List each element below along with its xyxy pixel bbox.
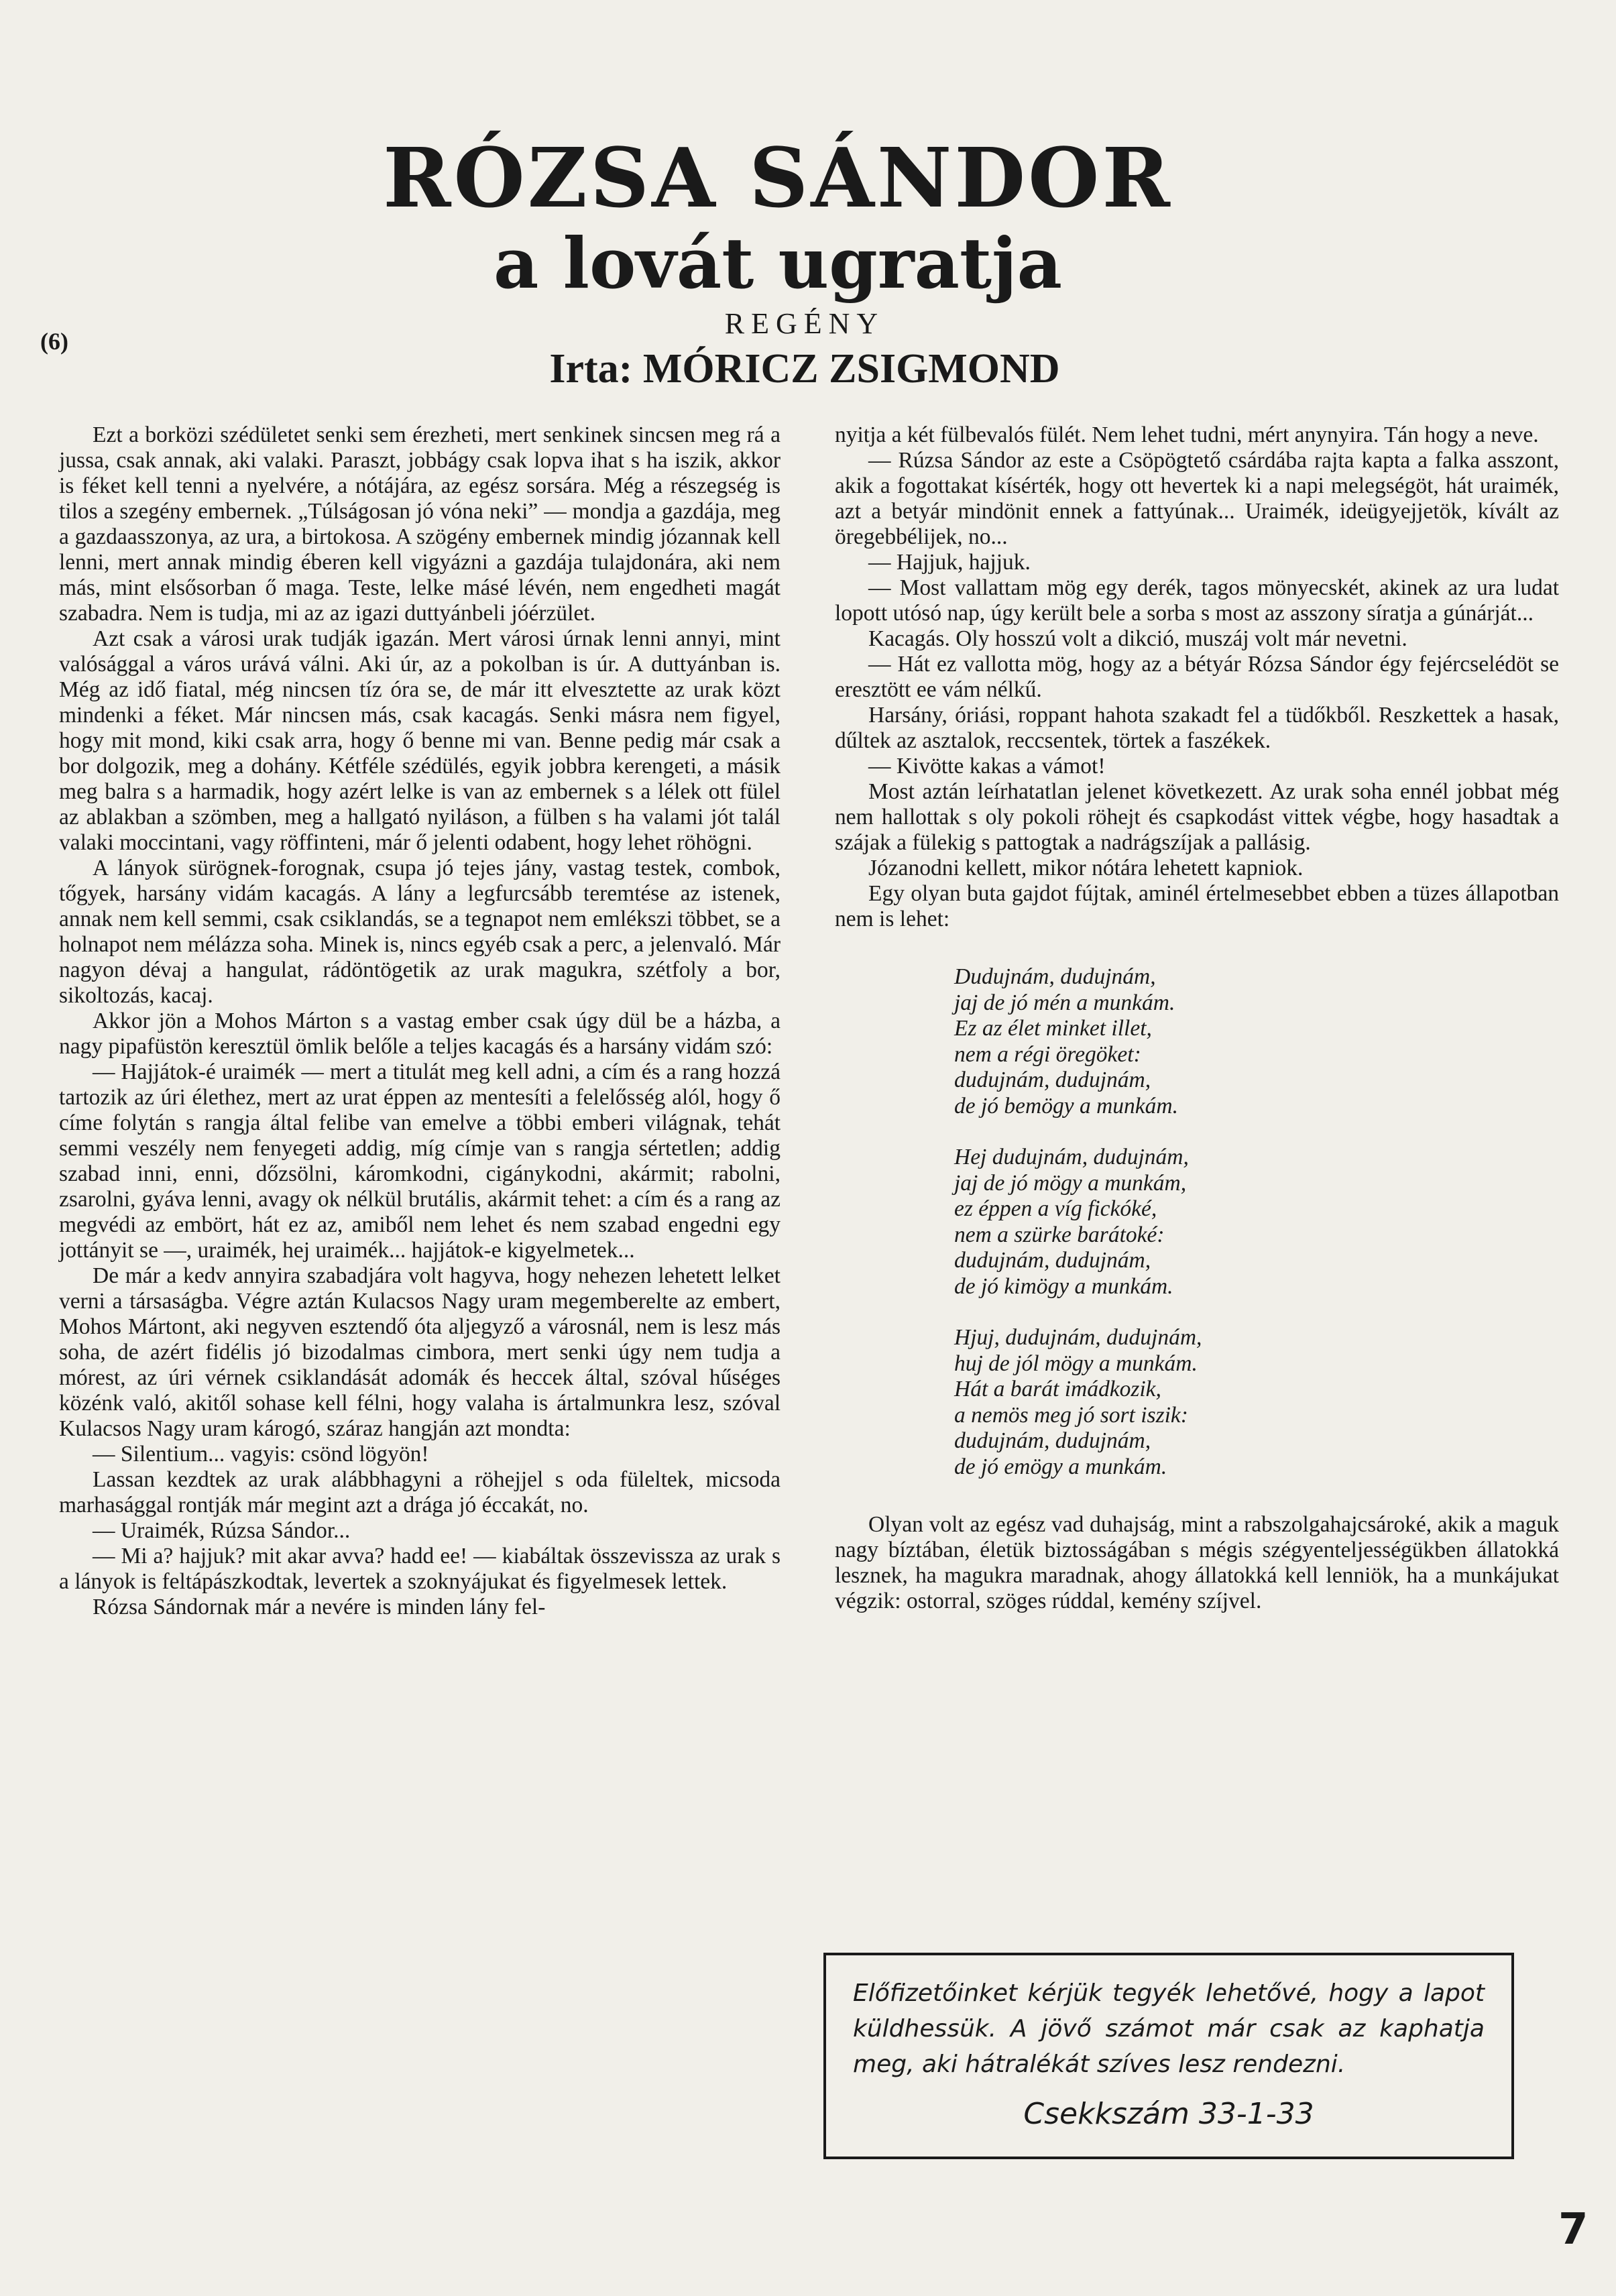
poem-line: nem a régi öregöket:	[954, 1041, 1141, 1067]
notice-text: Előfizetőinket kérjük tegyék lehetővé, hogy a lapot küldhessük. A jövő számot már csak az kaphatja meg, aki hátralékát szíves lesz rendezni.	[853, 1979, 1485, 2078]
poem-line: dudujnám, dudujnám,	[954, 1428, 1151, 1453]
paragraph: Kacagás. Oly hosszú volt a dikció, muszáj volt már nevetni.	[868, 626, 1407, 651]
song-poem	[954, 964, 1559, 1480]
issue-number: (6)	[40, 328, 68, 355]
poem-stanza	[954, 1145, 1559, 1300]
left-column	[59, 422, 781, 1620]
paragraph: Ezt a borközi szédületet senki sem érezheti, mert senkinek sincsen meg rá a jussa, csak annak, aki valaki. Paraszt, jobbágy csak lopva ihat s ha iszik, akkor is féket kell tenni a nyelvére, a nótájára, az egész sorsára. Még a részegség is tilos a szegény embernek. „Túlságosan jó vóna neki” — mondja a gazdája, meg a gazdaasszonya, az ura, a birtokosa. A szögény embernek mindig józannak kell lenni, mert annak mindig éberen kell vigyázni a gazdája tulajdonára, aki nem más, mint elsősorban ő maga. Teste, lelke másé lévén, nem engedheti magát szabadra. Nem is tudja, mi az az igazi duttyánbeli jóérzület.	[59, 422, 781, 626]
paragraph: Lassan kezdtek az urak alábbhagyni a röhejjel s oda füleltek, micsoda marhasággal rontják már megint azt a drága jó éccakát, no.	[59, 1467, 781, 1517]
paragraph: — Most vallattam mög egy derék, tagos mönyecskét, akinek az ura ludat lopott utósó nap, úgy került bele a sorba s most az asszony síratja a gúnárját...	[835, 575, 1559, 626]
paragraph: Józanodni kellett, mikor nótára lehetett kapniok.	[868, 856, 1304, 880]
paragraph: Harsány, óriási, roppant hahota szakadt fel a tüdőkből. Reszkettek a hasak, dűltek az asztalok, reccsentek, törtek a faszékek.	[835, 703, 1559, 753]
poem-line: Hej dudujnám, dudujnám,	[954, 1145, 1189, 1169]
poem-line: dudujnám, dudujnám,	[954, 1068, 1151, 1092]
poem-line: ez éppen a víg fickóké,	[954, 1196, 1157, 1221]
genre-label: REGÉNY	[724, 307, 885, 340]
paragraph: Akkor jön a Mohos Márton s a vastag ember csak úgy dül be a házba, a nagy pipafüstön keresztül ömlik belőle a teljes kacagás és a harsány vidám szó:	[59, 1009, 781, 1059]
paragraph: nyitja a két fülbevalós fülét. Nem lehet tudni, mért anynyira. Tán hogy a neve.	[835, 422, 1539, 447]
author-line: Irta: MÓRICZ ZSIGMOND	[549, 346, 1060, 392]
paragraph: — Rúzsa Sándor az este a Csöpögtető csárdába rajta kapta a falka asszont, akik a fogottakat kísérték, hogy ott hevertek ki a napi melegségöt, hát uraimék, azt a betyár mindönit ennek a fattyúnak... Uraimék, ideügyejjetök, kívált az öregebbélijek, no...	[835, 448, 1559, 549]
page-number: 7	[1558, 2205, 1589, 2254]
poem-line: de jó bemögy a munkám.	[954, 1093, 1178, 1118]
check-number: Csekkszám 33-1-33	[1023, 2097, 1314, 2131]
poem-line: jaj de jó mögy a munkám,	[954, 1170, 1187, 1196]
paragraph: De már a kedv annyira szabadjára volt hagyva, hogy nehezen lehetett lelket verni a társaságba. Végre aztán Kulacsos Nagy uram megemberelte az embert, Mohos Mártont, aki negyven esztendő óta aljegyző a városnál, nem is lesz más soha, de azért fidélis jó bizodalmas cimbora, mert senki úgy nem tudja a mórest, az úri vérnek csiklandását adomák és heccek által, szóval hűséges közénk való, akitől sohase kell félni, hogy valaha is ártalmunkra lesz, szóval Kulacsos Nagy uram károgó, száraz hangján azt mondta:	[59, 1263, 781, 1441]
paragraph: — Silentium... vagyis: csönd lögyön!	[93, 1442, 429, 1467]
paragraph: Olyan volt az egész vad duhajság, mint a rabszolgahajcsároké, akik a maguk nagy bíztában, életük biztosságában s mégis szégyenteljességükben állatokká lesznek, ha magukra maradnak, ahogy állatokká kell lenniök, ha a munkájukat végzik: ostorral, szöges rúddal, kemény szíjvel.	[835, 1512, 1559, 1613]
poem-line: Dudujnám, dudujnám,	[954, 964, 1156, 989]
poem-stanza	[954, 964, 1559, 1119]
poem-line: a nemös meg jó sort iszik:	[954, 1402, 1188, 1428]
poem-line: de jó emögy a munkám.	[954, 1454, 1167, 1479]
paragraph: A lányok sürögnek-forognak, csupa jó tejes jány, vastag testek, combok, tőgyek, harsány vidám kacagás. A lány a legfurcsább teremtése az istenek, annak nem kell semmi, csak csiklandás, se a tegnapot nem emlékszi többet, se a holnapot nem mélázza soha. Minek is, nincs egyéb csak a perc, a jelenvaló. Már nagyon dévaj a hangulat, rádöntögetik az urak magukra, szétfoly a bor, sikoltozás, kacaj.	[59, 856, 781, 1008]
paragraph: Rózsa Sándornak már a nevére is minden lány fel-	[93, 1595, 546, 1619]
paragraph: Egy olyan buta gajdot fújtak, aminél értelmesebbet ebben a tüzes állapotban nem is lehet:	[835, 881, 1559, 931]
poem-line: nem a szürke barátoké:	[954, 1222, 1165, 1247]
right-column	[835, 422, 1559, 1614]
poem-line: Hjuj, dudujnám, dudujnám,	[954, 1325, 1202, 1350]
paragraph: Most aztán leírhatatlan jelenet következett. Az urak soha ennél jobbat még nem hallottak s oly pokoli röhejt és csapkodást vittek végbe, hogy hasadtak a szájak a fülekig s pattogtak a nadrágszíjak a pallásig.	[835, 779, 1559, 855]
poem-line: Hát a barát imádkozik,	[954, 1377, 1161, 1401]
poem-line: huj de jól mögy a munkám.	[954, 1351, 1198, 1376]
poem-line: Ez az élet minket illet,	[954, 1016, 1152, 1041]
paragraph: — Mi a? hajjuk? mit akar avva? hadd ee! — kiabáltak összevissza az urak s a lányok is feltápászkodtak, levertek a szoknyájukat és figyelmesek lettek.	[59, 1544, 781, 1594]
article-title: RÓZSA SÁNDOR	[383, 129, 1173, 226]
subscription-notice	[823, 1953, 1514, 2159]
paragraph: — Hajjuk, hajjuk.	[868, 550, 1031, 575]
paragraph: — Hajjátok-é uraimék — mert a titulát meg kell adni, a cím és a rang hozzá tartozik az úri élethez, mert az urat éppen az mentesíti a felelősség alól, hogy ő címe folytán s rangja által felibe van emelve a többi emberi világnak, tehát semmi veszély nem fenyegeti addig, míg címje van s rangja sértetlen; addig szabad inni, enni, dőzsölni, káromkodni, cigánykodni, akármit; rabolni, zsarolni, gyáva lenni, avagy ok nélkül brutális, akármit tehet: a cím és a rang az megvédi az embört, hát ez az, amiből nem lehet és nem szabad engedni egy jottányit se —, uraimék, hej uraimék... hajjátok-e kigyelmetek...	[59, 1059, 781, 1263]
article-subtitle: a lovát ugratja	[493, 222, 1063, 304]
paragraph: — Kivötte kakas a vámot!	[868, 754, 1106, 779]
poem-line: dudujnám, dudujnám,	[954, 1248, 1151, 1273]
paragraph: — Uraimék, Rúzsa Sándor...	[93, 1518, 351, 1543]
poem-line: de jó kimögy a munkám.	[954, 1273, 1173, 1299]
poem-stanza	[954, 1325, 1559, 1480]
poem-line: jaj de jó mén a munkám.	[954, 990, 1175, 1015]
paragraph: — Hát ez vallotta mög, hogy az a bétyár Rózsa Sándor égy fejércselédöt se eresztött ee vám nélkű.	[835, 652, 1559, 702]
paragraph: Azt csak a városi urak tudják igazán. Mert városi úrnak lenni annyi, mint valósággal a város urává válni. Aki úr, az a pokolban is úr. A duttyánban is. Még az idő fiatal, még nincsen tíz óra se, de már itt elvesztette az urak közt mindenki a féket. Már nincsen más, csak kacagás. Senki másra nem figyel, hogy mit mond, kiki csak arra, hogy ő benne mi van. Benne pedig már csak a bor dolgozik, meg a dohány. Kétféle szédülés, egyik jobbra kerengeti, a másik meg balra s a harmadik, hogy azért lelke is van az embernek s a lélek ott fülel az ablakban a szömben, meg a hallgató nyiláson, a fülben s ha valami jót talál valaki moccintani, vagy röffinteni, már ő jelenti odabent, hogy lehet röhögni.	[59, 626, 781, 855]
